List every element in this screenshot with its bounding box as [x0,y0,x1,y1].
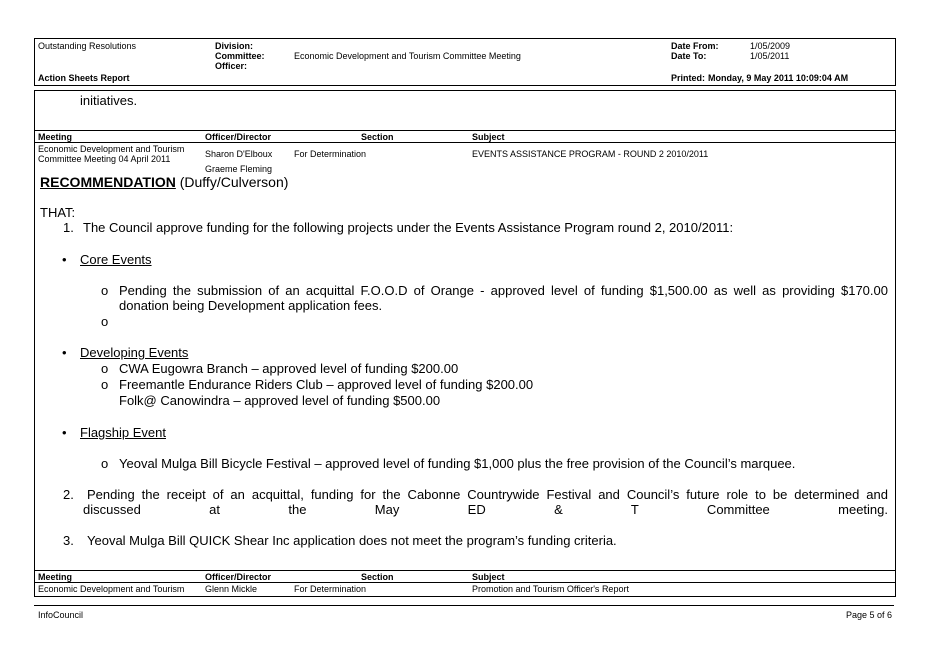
committee-value: Economic Development and Tourism Committee Meeting [294,51,521,61]
sub-bullet: o [101,361,109,376]
divider [34,582,895,583]
item2-line2: discussed at the May ED & T Committee meeting. [83,502,888,517]
page-number: Page 5 of 6 [846,610,893,620]
divider [34,142,895,143]
row1-section: For Determination [294,149,367,159]
flagship-item: Yeoval Mulga Bill Bicycle Festival – approved level of funding $1,000 plus the free provision of the Council’s marquee. [119,456,796,471]
officer-label: Officer: [215,61,248,71]
divider [34,130,895,131]
col-officer-header: Officer/Director [205,572,272,582]
developing-item-3: Folk@ Canowindra – approved level of funding $500.00 [119,393,441,408]
continued-text: initiatives. [80,93,138,108]
row1-subject: EVENTS ASSISTANCE PROGRAM - ROUND 2 2010/2011 [472,149,709,159]
sub-bullet: o [101,314,109,329]
committee-label: Committee: [215,51,265,61]
printed-label: Printed: [671,73,706,83]
division-label: Division: [215,41,254,51]
bullet-flagship: • [62,425,67,440]
col-officer-header: Officer/Director [205,132,272,142]
col-meeting-header: Meeting [38,132,73,142]
row1-officer-1: Sharon D'Elboux [205,149,273,159]
recommendation-heading [40,174,288,190]
col-section-header: Section [361,572,394,582]
sub-bullet: o [101,456,109,471]
date-from-value: 1/05/2009 [750,41,791,51]
item1-text: The Council approve funding for the following projects under the Events Assistance Program round 2, 2010/2011: [83,220,734,235]
recommendation-movers: (Duffy/Culverson) [175,174,289,190]
date-to-value: 1/05/2011 [750,51,790,61]
col-section-header: Section [361,132,394,142]
item3-text: Yeoval Mulga Bill QUICK Shear Inc application does not meet the program’s funding criteria. [87,533,617,548]
core-events-heading: Core Events [80,252,152,267]
developing-item-1: CWA Eugowra Branch – approved level of funding $200.00 [119,361,459,376]
developing-events-heading: Developing Events [80,345,189,360]
printed-value: Monday, 9 May 2011 10:09:04 AM [708,73,849,83]
bullet-core: • [62,252,67,267]
row2-section: For Determination [294,584,367,594]
row2-subject: Promotion and Tourism Officer's Report [472,584,629,594]
core-item-line1: Pending the submission of an acquittal F.O.O.D of Orange - approved level of funding $1,500.00 as well as providing $170.00 [119,283,888,298]
item3-number: 3. [63,533,74,548]
row2-meeting: Economic Development and Tourism [38,584,185,594]
bullet-developing: • [62,345,67,360]
date-from-label: Date From: [671,41,719,51]
flagship-event-heading: Flagship Event [80,425,166,440]
developing-item-2: Freemantle Endurance Riders Club – approved level of funding $200.00 [119,377,534,392]
row1-meeting-line2: Committee Meeting 04 April 2011 [38,154,171,164]
col-subject-header: Subject [472,572,505,582]
row1-meeting-line1: Economic Development and Tourism [38,144,185,154]
sub-bullet: o [101,377,109,392]
that-label: THAT: [40,205,76,220]
row2-officer: Glenn Mickle [205,584,258,594]
sub-bullet: o [101,283,109,298]
divider [34,570,895,571]
date-to-label: Date To: [671,51,707,61]
footer-app-name: InfoCouncil [38,610,84,620]
col-subject-header: Subject [472,132,505,142]
core-item-line2: donation being Development application fees. [119,298,383,313]
report-type: Outstanding Resolutions [38,41,137,51]
item2-line1: Pending the receipt of an acquittal, funding for the Cabonne Countrywide Festival and Council’s future role to be determined and [87,487,888,502]
report-title: Action Sheets Report [38,73,130,83]
row1-officer-2: Graeme Fleming [205,164,273,174]
item2-number: 2. [63,487,74,502]
col-meeting-header: Meeting [38,572,73,582]
item1-number: 1. [63,220,74,235]
recommendation-title: RECOMMENDATION [40,174,176,190]
footer-divider [34,605,894,606]
action-sheet-body [34,90,896,597]
